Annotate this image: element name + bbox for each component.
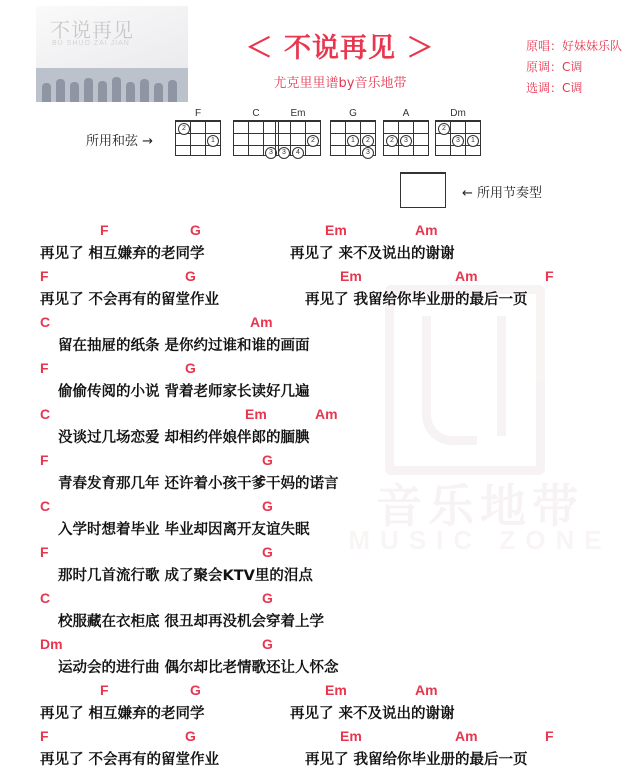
chord-line [0, 360, 640, 380]
chord-finger-dot: 3 [400, 135, 412, 147]
chord-finger-dot: 1 [467, 135, 479, 147]
chord-label: G [262, 544, 273, 560]
chord-label: G [185, 268, 196, 284]
lyric-line [0, 702, 640, 728]
lyric-text: 再见了 不会再有的留堂作业 [40, 292, 220, 308]
chord-name: F [194, 108, 202, 119]
chord-label: G [190, 682, 201, 698]
chord-label: Em [325, 682, 347, 698]
chord-finger-dot: 1 [207, 135, 219, 147]
chord-line [0, 590, 640, 610]
lyric-block [0, 406, 640, 452]
chord-label: F [40, 268, 49, 284]
lyric-block [0, 452, 640, 498]
chord-finger-dot: 3 [265, 147, 277, 159]
lyric-line [0, 564, 640, 590]
chord-label: F [40, 452, 49, 468]
lyric-text: 偷偷传阅的小说 背着老师家长读好几遍 [58, 384, 310, 400]
cover-band-figures [36, 68, 188, 102]
chord-label: Am [455, 728, 478, 744]
lyric-text: 再见了 来不及说出的谢谢 [290, 246, 455, 262]
rhythm-pattern-diagram [400, 172, 446, 208]
album-cover-image [36, 6, 188, 102]
chord-label: F [100, 222, 109, 238]
chord-fretboard [435, 120, 481, 156]
chord-label: G [190, 222, 201, 238]
chord-label: Am [455, 268, 478, 284]
lyric-line [0, 288, 640, 314]
rhythm-used-label: ← 所用节奏型 [462, 186, 543, 201]
lyric-block [0, 590, 640, 636]
lyric-block [0, 360, 640, 406]
lyric-line [0, 518, 640, 544]
lyric-line [0, 748, 640, 774]
lyric-block [0, 544, 640, 590]
lyric-text: 青春发育那几年 还许着小孩干爹干妈的诺言 [58, 476, 339, 492]
chord-diagram-f [170, 108, 226, 156]
chord-diagram-em [270, 108, 326, 156]
cover-title: 不说再见 [50, 18, 134, 42]
chord-finger-dot: 2 [386, 135, 398, 147]
lyric-line [0, 242, 640, 268]
chord-line [0, 406, 640, 426]
lyric-text: 再见了 来不及说出的谢谢 [290, 706, 455, 722]
lyric-text: 那时几首流行歌 成了聚会KTV里的泪点 [58, 568, 313, 584]
lyric-text: 再见了 我留给你毕业册的最后一页 [305, 292, 528, 308]
chord-finger-dot: 2 [307, 135, 319, 147]
chord-label: Em [340, 728, 362, 744]
chord-name: G [349, 108, 357, 119]
chord-label: Am [415, 682, 438, 698]
chord-name: C [252, 108, 260, 119]
chord-line [0, 636, 640, 656]
chord-label: Am [250, 314, 273, 330]
chord-diagram-a [378, 108, 434, 156]
watermark-text-cn: 音乐地带 [376, 479, 584, 533]
chord-label: F [40, 544, 49, 560]
lyric-line [0, 426, 640, 452]
lyric-text: 没谈过几场恋爱 却相约伴娘伴郎的腼腆 [58, 430, 310, 446]
header [0, 0, 640, 108]
chord-diagram-dm [430, 108, 486, 156]
meta-selected-key: 选调：C调 [525, 81, 583, 95]
chord-label: Em [340, 268, 362, 284]
lyric-block [0, 268, 640, 314]
lyric-line [0, 610, 640, 636]
chord-label: G [185, 728, 196, 744]
lyric-line [0, 472, 640, 498]
chord-line [0, 682, 640, 702]
chord-label: G [262, 452, 273, 468]
lyric-line [0, 656, 640, 682]
lyric-text: 入学时想着毕业 毕业却因离开友谊失眠 [58, 522, 310, 538]
chord-finger-dot: 3 [452, 135, 464, 147]
lyric-block [0, 728, 640, 774]
chord-finger-dot: 3 [362, 147, 374, 159]
chord-line [0, 728, 640, 748]
chord-diagram-g [325, 108, 381, 156]
cover-subtitle: BU SHUO ZAI JIAN [52, 40, 130, 47]
watermark-text-en: MUSIC ZONE [348, 525, 612, 555]
chord-label: F [545, 268, 554, 284]
chord-line [0, 452, 640, 472]
chord-name: Dm [450, 108, 466, 119]
chord-label: Dm [40, 636, 63, 652]
chord-label: Am [415, 222, 438, 238]
chord-label: F [40, 360, 49, 376]
lyric-block [0, 636, 640, 682]
page-title: ＜ 不说再见 ＞ [245, 33, 435, 64]
lyric-text: 再见了 相互嫌弃的老同学 [40, 706, 205, 722]
lyric-block [0, 314, 640, 360]
song-meta [526, 36, 622, 99]
chord-line [0, 268, 640, 288]
chords-used-label: 所用和弦 → [86, 134, 154, 149]
lyric-text: 留在抽屉的纸条 是你约过谁和谁的画面 [58, 338, 310, 354]
chord-finger-dot: 1 [347, 135, 359, 147]
lyric-line [0, 380, 640, 406]
chord-fretboard [275, 120, 321, 156]
chord-finger-dot: 3 [278, 147, 290, 159]
chord-label: C [40, 498, 51, 514]
chord-label: Em [245, 406, 267, 422]
chord-name: A [402, 108, 410, 119]
chord-label: G [185, 360, 196, 376]
lyric-text: 校服藏在衣柜底 很丑却再没机会穿着上学 [58, 614, 325, 630]
chord-finger-dot: 2 [438, 123, 450, 135]
chord-finger-dot: 2 [362, 135, 374, 147]
chord-label: Em [325, 222, 347, 238]
lyric-text: 再见了 不会再有的留堂作业 [40, 752, 220, 768]
chord-line [0, 222, 640, 242]
meta-original-artist: 原唱：好妹妹乐队 [525, 39, 622, 53]
chord-label: Am [315, 406, 338, 422]
chord-line [0, 498, 640, 518]
chord-label: C [40, 406, 51, 422]
meta-original-key: 原调：C调 [525, 60, 583, 74]
chord-label: G [262, 590, 273, 606]
chord-label: G [262, 636, 273, 652]
chord-name: Em [290, 108, 306, 119]
chord-fretboard [330, 120, 376, 156]
chord-finger-dot: 2 [178, 123, 190, 135]
chord-finger-dot: 4 [292, 147, 304, 159]
chord-label: F [545, 728, 554, 744]
page-subtitle: 尤克里里谱by音乐地带 [273, 76, 407, 91]
chord-line [0, 314, 640, 334]
chord-label: C [40, 590, 51, 606]
chord-label: F [100, 682, 109, 698]
lyric-text: 运动会的进行曲 偶尔却比老情歌还让人怀念 [58, 660, 339, 676]
lyric-block [0, 498, 640, 544]
chord-label: C [40, 314, 51, 330]
chord-label: G [262, 498, 273, 514]
chord-label: F [40, 728, 49, 744]
lyric-text: 再见了 相互嫌弃的老同学 [40, 246, 205, 262]
lyric-line [0, 334, 640, 360]
chord-fretboard [383, 120, 429, 156]
chord-diagram-row [0, 108, 640, 170]
chord-line [0, 544, 640, 564]
lyric-text: 再见了 我留给你毕业册的最后一页 [305, 752, 528, 768]
lyrics-section [0, 222, 640, 774]
lyric-block [0, 682, 640, 728]
chord-fretboard [175, 120, 221, 156]
lyric-block [0, 222, 640, 268]
rhythm-row [0, 170, 640, 222]
